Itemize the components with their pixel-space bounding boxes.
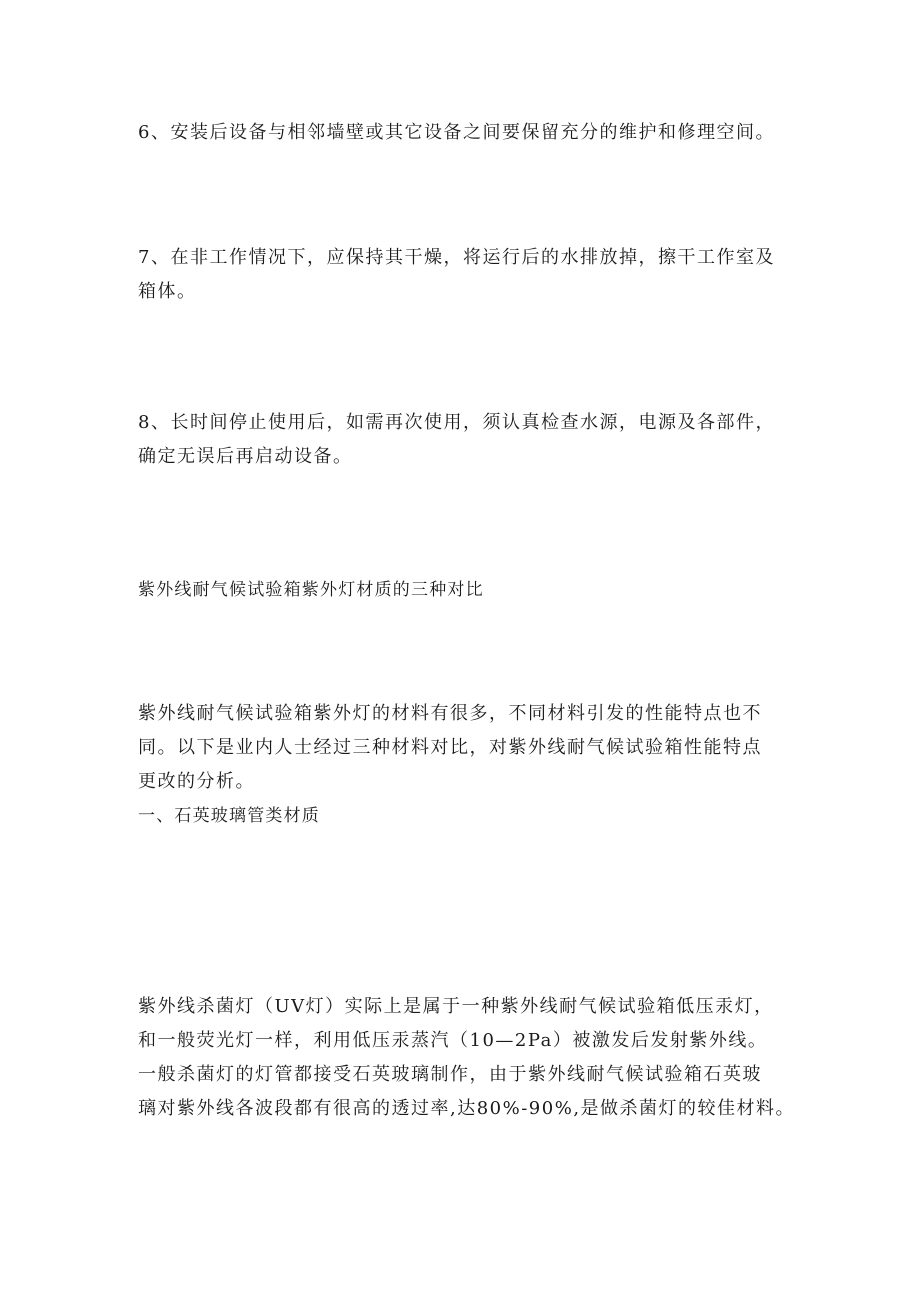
text-line: 一般杀菌灯的灯管都接受石英玻璃制作，由于紫外线耐气候试验箱石英玻 bbox=[138, 1064, 762, 1085]
paragraph-item-7 bbox=[138, 241, 793, 309]
text-line: 6、安装后设备与相邻墙壁或其它设备之间要保留充分的维护和修理空间。 bbox=[138, 122, 775, 143]
text-line: 紫外线耐气候试验箱紫外灯的材料有很多，不同材料引发的性能特点也不 bbox=[138, 703, 762, 724]
paragraph-quartz bbox=[138, 990, 796, 1126]
section-title bbox=[138, 573, 793, 607]
text-line: 箱体。 bbox=[138, 281, 197, 302]
paragraph-item-6 bbox=[138, 116, 793, 150]
text-line: 8、长时间停止使用后，如需再次使用，须认真检查水源，电源及各部件， bbox=[138, 412, 775, 433]
paragraph-item-8 bbox=[138, 406, 793, 474]
subsection-title bbox=[138, 799, 793, 833]
text-line: 紫外线杀菌灯（UV灯）实际上是属于一种紫外线耐气候试验箱低压汞灯， bbox=[138, 996, 774, 1017]
subsection-title-text: 一、石英玻璃管类材质 bbox=[138, 806, 320, 826]
text-line: 确定无误后再启动设备。 bbox=[138, 446, 353, 467]
text-line: 同。以下是业内人士经过三种材料对比，对紫外线耐气候试验箱性能特点 bbox=[138, 737, 762, 758]
text-line: 璃对紫外线各波段都有很高的透过率,达80%-90%,是做杀菌灯的较佳材料。 bbox=[138, 1098, 796, 1119]
text-line: 7、在非工作情况下，应保持其干燥，将运行后的水排放掉，擦干工作室及 bbox=[138, 247, 775, 268]
text-line: 更改的分析。 bbox=[138, 771, 255, 792]
section-title-text: 紫外线耐气候试验箱紫外灯材质的三种对比 bbox=[138, 580, 484, 600]
paragraph-intro bbox=[138, 697, 793, 799]
text-line: 和一般荧光灯一样，利用低压汞蒸汽（10—2Pa）被激发后发射紫外线。 bbox=[138, 1030, 768, 1051]
